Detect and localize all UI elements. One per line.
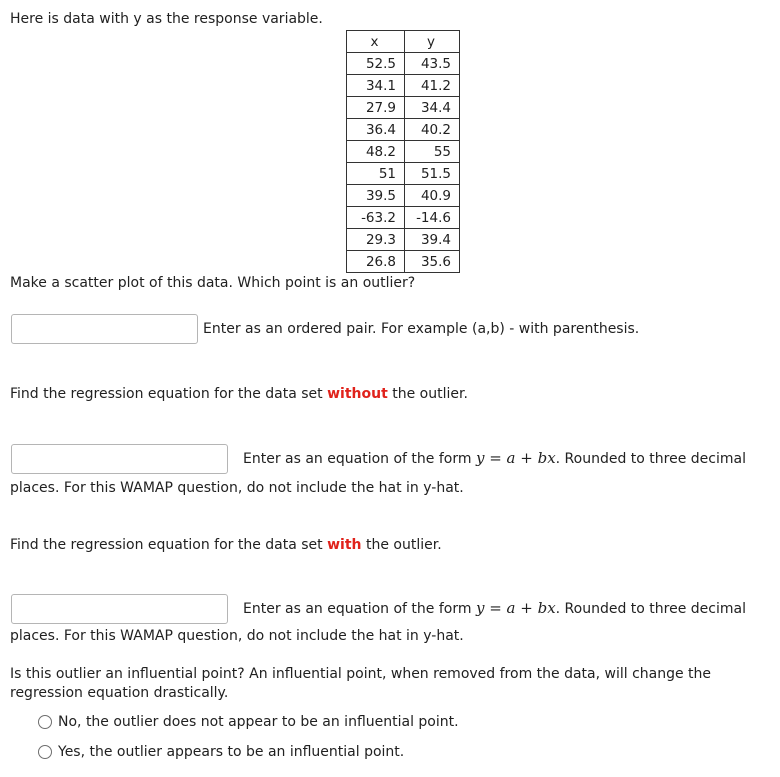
regression-without-outlier-input[interactable]	[11, 444, 228, 474]
radio-button[interactable]	[38, 715, 52, 729]
table-row	[347, 251, 460, 273]
q3-prompt	[10, 536, 442, 554]
q3-hint	[243, 599, 746, 618]
outlier-answer-input[interactable]	[11, 314, 198, 344]
formula-eq: =	[484, 449, 507, 467]
q4-prompt-line1: Is this outlier an influential point? An influential point, when removed from the data, will change the	[10, 666, 712, 682]
cell-y: 55	[405, 141, 460, 163]
cell-x: 27.9	[347, 97, 405, 119]
formula-plus: +	[515, 599, 538, 617]
option-influential[interactable]	[38, 744, 404, 760]
q2-prompt-after: the outlier.	[387, 386, 468, 402]
cell-y: 39.4	[405, 229, 460, 251]
intro-text: Here is data with y as the response variable.	[10, 11, 323, 27]
q3-hint-before: Enter as an equation of the form	[243, 601, 476, 617]
q3-prompt-before: Find the regression equation for the data set	[10, 537, 328, 553]
cell-x: 26.8	[347, 251, 405, 273]
regression-with-outlier-input[interactable]	[11, 594, 228, 624]
q3-hint-line2: places. For this WAMAP question, do not include the hat in y-hat.	[10, 628, 464, 644]
cell-y: 43.5	[405, 53, 460, 75]
column-header-x: x	[347, 31, 405, 53]
q4-prompt-line2: regression equation drastically.	[10, 685, 229, 701]
formula-plus: +	[515, 449, 538, 467]
cell-y: 40.9	[405, 185, 460, 207]
cell-x: 39.5	[347, 185, 405, 207]
cell-y: 41.2	[405, 75, 460, 97]
q2-hint-before: Enter as an equation of the form	[243, 451, 476, 467]
option-label: No, the outlier does not appear to be an influential point.	[58, 714, 459, 730]
formula-y: y	[475, 599, 485, 617]
formula-a: a	[506, 449, 516, 467]
cell-x: 52.5	[347, 53, 405, 75]
cell-y: 35.6	[405, 251, 460, 273]
q2-prompt-before: Find the regression equation for the data set	[10, 386, 328, 402]
formula-y: y	[475, 449, 485, 467]
column-header-y: y	[405, 31, 460, 53]
table-row	[347, 185, 460, 207]
cell-y: -14.6	[405, 207, 460, 229]
q1-prompt: Make a scatter plot of this data. Which point is an outlier?	[10, 275, 416, 291]
q2-prompt	[10, 385, 468, 403]
formula-bx: bx	[537, 449, 556, 467]
q1-hint: Enter as an ordered pair. For example (a,b) - with parenthesis.	[203, 321, 640, 337]
cell-y: 34.4	[405, 97, 460, 119]
q2-hint-after: . Rounded to three decimal	[555, 451, 746, 467]
radio-button[interactable]	[38, 745, 52, 759]
table-row	[347, 141, 460, 163]
table-row	[347, 207, 460, 229]
q2-hint-line2: places. For this WAMAP question, do not include the hat in y-hat.	[10, 480, 464, 496]
formula-bx: bx	[537, 599, 556, 617]
q2-prompt-highlight: without	[327, 386, 388, 402]
q3-prompt-after: the outlier.	[361, 537, 442, 553]
table-header-row	[347, 31, 460, 53]
cell-x: 48.2	[347, 141, 405, 163]
cell-x: 51	[347, 163, 405, 185]
cell-x: 34.1	[347, 75, 405, 97]
table-row	[347, 97, 460, 119]
cell-x: 36.4	[347, 119, 405, 141]
cell-y: 40.2	[405, 119, 460, 141]
table-row	[347, 229, 460, 251]
cell-y: 51.5	[405, 163, 460, 185]
option-not-influential[interactable]	[38, 714, 459, 730]
table-row	[347, 75, 460, 97]
table-row	[347, 163, 460, 185]
data-table	[346, 30, 460, 273]
q2-hint	[243, 449, 746, 468]
option-label: Yes, the outlier appears to be an influential point.	[58, 744, 405, 760]
q3-hint-after: . Rounded to three decimal	[555, 601, 746, 617]
table-row	[347, 119, 460, 141]
q3-prompt-highlight: with	[327, 537, 362, 553]
table-row	[347, 53, 460, 75]
formula-eq: =	[484, 599, 507, 617]
cell-x: -63.2	[347, 207, 405, 229]
formula-a: a	[506, 599, 516, 617]
cell-x: 29.3	[347, 229, 405, 251]
